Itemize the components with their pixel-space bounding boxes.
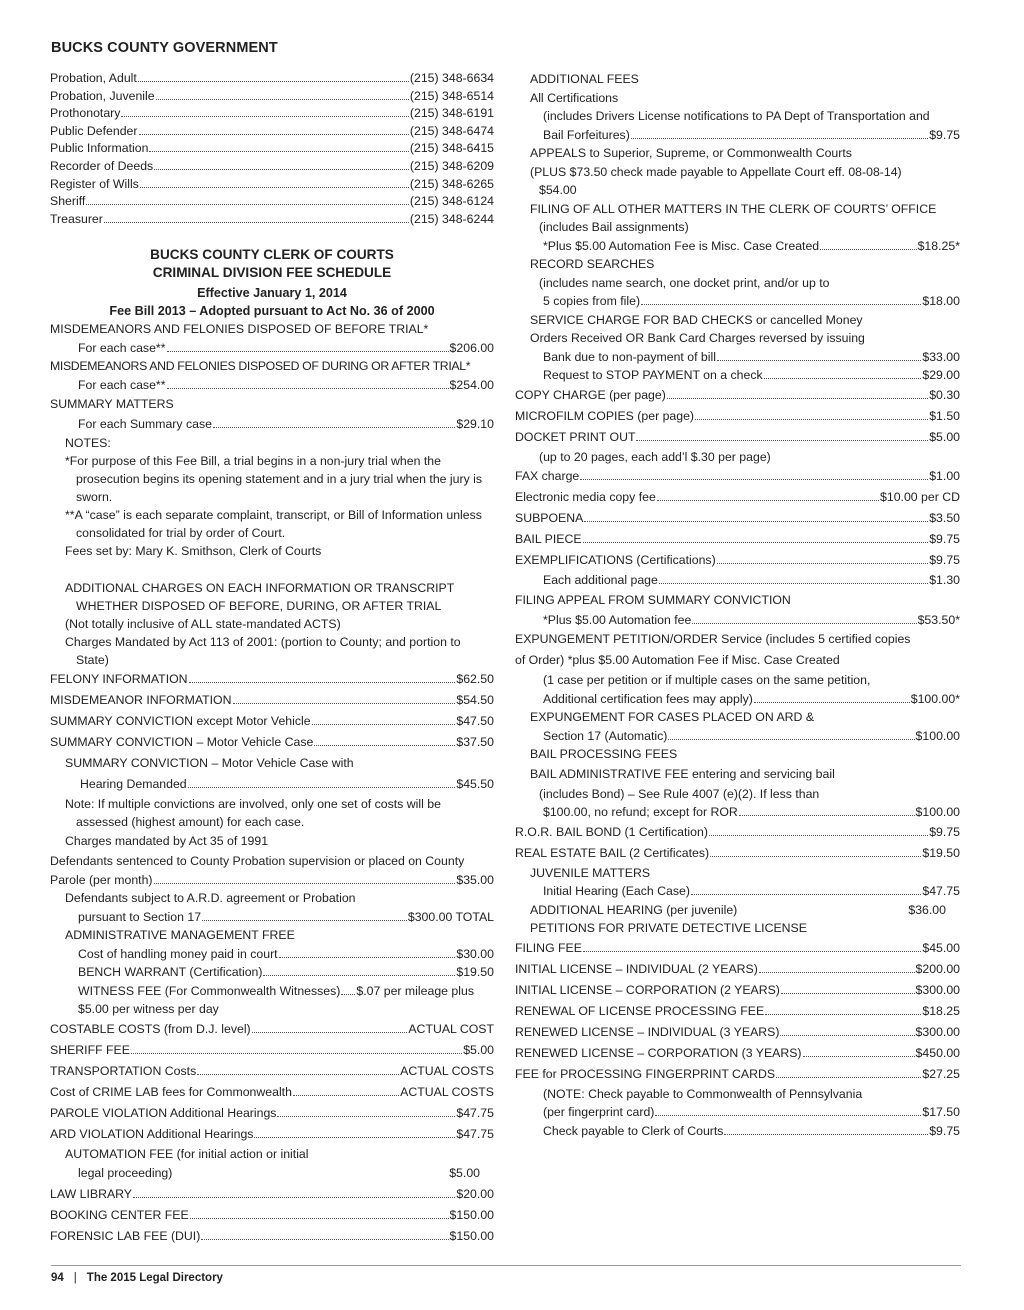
fee-row: SUMMARY CONVICTION except Motor Vehicle $47.50 (50, 714, 494, 729)
fee-row: BOOKING CENTER FEE $150.00 (50, 1208, 494, 1223)
phone-row (50, 140, 494, 158)
fee-row: REAL ESTATE BAIL (2 Certificates) $19.50 (515, 845, 960, 860)
schedule-title-2: CRIMINAL DIVISION FEE SCHEDULE (152, 265, 392, 281)
leader-dots (86, 204, 409, 205)
defendants-sentenced: Defendants sentenced to County Probation supervision or placed on County (50, 854, 465, 869)
leader-dots (149, 151, 408, 152)
left-column (50, 70, 494, 1247)
phone-number: (215) 348-6124 (409, 194, 494, 209)
charges-act-113: Charges Mandated by Act 113 of 2001: (portion to County; and portion to State) (65, 635, 461, 668)
fee-row: Bail Forfeitures) $9.75 (543, 127, 960, 142)
summary-mv-with: SUMMARY CONVICTION – Motor Vehicle Case with (65, 756, 354, 771)
phone-number: (215) 348-6209 (409, 158, 494, 173)
automation-1: AUTOMATION FEE (for initial action or initial (65, 1146, 309, 1161)
notes-heading: NOTES: (65, 435, 111, 450)
fee-row: TRANSPORTATION Costs ACTUAL COSTS (50, 1063, 494, 1078)
appeals: APPEALS to Superior, Supreme, or Commonwealth Courts (530, 146, 852, 160)
fee-bill: Fee Bill 2013 – Adopted pursuant to Act No. 36 of 2000 (109, 304, 435, 319)
summary-matters: SUMMARY MATTERS (50, 397, 174, 412)
up-to-20: (up to 20 pages, each add’l $.30 per page) (539, 449, 771, 464)
phone-row (50, 193, 494, 211)
expungement-ard: EXPUNGEMENT FOR CASES PLACED ON ARD & (530, 710, 815, 724)
phone-label: Register of Wills (50, 176, 139, 191)
filing-appeal: FILING APPEAL FROM SUMMARY CONVICTION (515, 592, 791, 607)
fee-row: ARD VIOLATION Additional Hearings $47.75 (50, 1126, 494, 1141)
note-2: **A “case” is each separate complaint, transcript, or Bill of Information unless consolidated for trial by order of Court. (65, 508, 482, 541)
phone-number: (215) 348-6474 (409, 123, 494, 138)
all-certifications: All Certifications (530, 90, 619, 105)
phone-label: Recorder of Deeds (50, 158, 154, 173)
phone-row (50, 70, 494, 88)
fee-row: Each additional page $1.30 (543, 573, 960, 587)
page-title: BUCKS COUNTY GOVERNMENT (51, 40, 278, 56)
phone-row (50, 105, 494, 123)
fee-row: (per fingerprint card) $17.50 (543, 1105, 960, 1119)
right-column (515, 70, 960, 1140)
phone-row (50, 158, 494, 176)
fee-row: MISDEMEANOR INFORMATION $54.50 (50, 693, 494, 708)
fee-row: Parole (per month) $35.00 (50, 872, 494, 887)
additional-charges: ADDITIONAL CHARGES ON EACH INFORMATION OR TRANSCRIPT WHETHER DISPOSED OF BEFORE, DURING, OR AFTER TRIAL (65, 580, 454, 613)
note-multiple: Note: If multiple convictions are involved, only one set of costs will be assessed (highest amount) for each case. (65, 797, 441, 830)
plus-7350: (PLUS $73.50 check made payable to Appellate Court eff. 08-08-14) (530, 164, 902, 179)
footer-divider (51, 1265, 961, 1266)
note-check: (NOTE: Check payable to Commonwealth of Pennsylvania (543, 1086, 863, 1101)
fee-row: Cost of CRIME LAB fees for Commonwealth ACTUAL COSTS (50, 1084, 494, 1099)
fee-row: R.O.R. BAIL BOND (1 Certification) $9.75 (515, 824, 960, 839)
fee-row: LAW LIBRARY $20.00 (50, 1187, 494, 1202)
phone-number: (215) 348-6244 (409, 211, 494, 226)
fee-row: FAX charge $1.00 (515, 469, 960, 483)
fee-row: BENCH WARRANT (Certification) $19.50 (78, 965, 494, 980)
fee-row: INITIAL LICENSE – CORPORATION (2 YEARS) $300.00 (515, 982, 960, 997)
fee-row: legal proceeding) $5.00 (78, 1166, 480, 1181)
bail-admin: BAIL ADMINISTRATIVE FEE entering and servicing bail (530, 766, 835, 781)
publication-title: The 2015 Legal Directory (86, 1272, 223, 1284)
leader-dots (121, 116, 408, 117)
fee-row: Check payable to Clerk of Courts $9.75 (543, 1123, 960, 1138)
leader-dots (156, 99, 409, 100)
misd-before: MISDEMEANORS AND FELONIES DISPOSED OF BEFORE TRIAL* (50, 322, 429, 337)
phone-label: Prothonotary (50, 106, 121, 121)
phone-number: (215) 348-6415 (409, 141, 494, 156)
fee-row: Hearing Demanded $45.50 (80, 777, 494, 792)
fee-row: pursuant to Section 17 $300.00 TOTAL (78, 909, 494, 924)
phone-label: Sheriff (50, 194, 86, 209)
phone-row (50, 176, 494, 194)
admin-mgmt: ADMINISTRATIVE MANAGEMENT FREE (65, 928, 295, 943)
record-searches: RECORD SEARCHES (530, 257, 655, 271)
fee-row: INITIAL LICENSE – INDIVIDUAL (2 YEARS) $200.00 (515, 961, 960, 976)
fee-row: PAROLE VIOLATION Additional Hearings $47.75 (50, 1105, 494, 1120)
fee-row: RENEWED LICENSE – CORPORATION (3 YEARS) $450.00 (515, 1045, 960, 1060)
fee-row: FELONY INFORMATION $62.50 (50, 672, 494, 687)
fee-row: *Plus $5.00 Automation Fee is Misc. Case Created $18.25* (543, 238, 960, 253)
fee-row: Section 17 (Automatic) $100.00 (543, 728, 960, 743)
effective-date: Effective January 1, 2014 (197, 286, 347, 301)
fee-row: Request to STOP PAYMENT on a check $29.00 (543, 368, 960, 382)
ard-subject: Defendants subject to A.R.D. agreement or Probation (65, 891, 356, 906)
fee-row: ADDITIONAL HEARING (per juvenile) $36.00 (530, 902, 946, 917)
phone-number: (215) 348-6265 (409, 176, 494, 191)
phone-list (50, 70, 494, 228)
not-totally: (Not totally inclusive of ALL state-mandated ACTS) (65, 616, 341, 631)
fee-row: Initial Hearing (Each Case) $47.75 (543, 884, 960, 898)
fees-set-by: Fees set by: Mary K. Smithson, Clerk of Courts (65, 544, 322, 559)
leader-dots (104, 222, 409, 223)
juvenile-matters: JUVENILE MATTERS (530, 865, 651, 880)
fee-row: Bank due to non-payment of bill $33.00 (543, 349, 960, 364)
fee-row: WITNESS FEE (For Commonwealth Witnesses) $.07 per mileage plus (78, 983, 474, 998)
fee-row: For each case** $206.00 (78, 340, 494, 355)
phone-number: (215) 348-6634 (409, 71, 494, 85)
schedule-title-1: BUCKS COUNTY CLERK OF COURTS (150, 247, 394, 263)
petitions: PETITIONS FOR PRIVATE DETECTIVE LICENSE (530, 921, 807, 935)
fee-row: SUBPOENA $3.50 (515, 511, 960, 525)
footer-separator: | (73, 1272, 77, 1284)
fee-row: RENEWED LICENSE – INDIVIDUAL (3 YEARS) $300.00 (515, 1024, 960, 1039)
page-number: 94 (51, 1272, 64, 1284)
fee-row: SUMMARY CONVICTION – Motor Vehicle Case $37.50 (50, 735, 494, 750)
fee-row: *Plus $5.00 Automation fee $53.50* (543, 612, 960, 627)
fee-row: Additional certification fees may apply) $100.00* (543, 691, 960, 706)
fee-row: MICROFILM COPIES (per page) $1.50 (515, 408, 960, 423)
fee-row: For each case** $254.00 (78, 377, 494, 392)
includes-bond: (includes Bond) – See Rule 4007 (e)(2). If less than (539, 786, 820, 801)
fee-row: FILING FEE $45.00 (515, 940, 960, 955)
service-charge: SERVICE CHARGE FOR BAD CHECKS or cancelled Money (530, 312, 863, 327)
phone-row (50, 211, 494, 229)
fee-row: FEE for PROCESSING FINGERPRINT CARDS $27.25 (515, 1066, 960, 1081)
note-1: *For purpose of this Fee Bill, a trial begins in a non-jury trial when the prosecution begins its opening statement and in a jury trial when the jury is sworn. (65, 454, 483, 505)
phone-row (50, 88, 494, 106)
phone-row (50, 123, 494, 141)
phone-label: Public Information (50, 141, 149, 156)
filing-other: FILING OF ALL OTHER MATTERS IN THE CLERK OF COURTS’ OFFICE (530, 201, 937, 216)
leader-dots (140, 187, 409, 188)
fee-row: BAIL PIECE $9.75 (515, 532, 960, 546)
one-case: (1 case per petition or if multiple cases on the same petition, (543, 673, 871, 687)
charges-act-35: Charges mandated by Act 35 of 1991 (65, 834, 269, 849)
leader-dots (138, 81, 409, 82)
misd-after: MISDEMEANORS AND FELONIES DISPOSED OF DURING OR AFTER TRIAL* (50, 359, 471, 374)
witness-per-day: $5.00 per witness per day (78, 1002, 219, 1017)
fee-row: 5 copies from file) $18.00 (543, 294, 960, 308)
expungement: EXPUNGEMENT PETITION/ORDER Service (includes 5 certified copies (515, 632, 911, 646)
fee-row: SHERIFF FEE $5.00 (50, 1042, 494, 1057)
of-order: of Order) *plus $5.00 Automation Fee if Misc. Case Created (515, 653, 840, 667)
fee-row: Electronic media copy fee $10.00 per CD (515, 490, 960, 504)
fee-row: RENEWAL OF LICENSE PROCESSING FEE $18.25 (515, 1003, 960, 1018)
fee-row: FORENSIC LAB FEE (DUI) $150.00 (50, 1229, 494, 1244)
phone-label: Public Defender (50, 123, 138, 138)
fifty-four: $54.00 (539, 183, 577, 197)
phone-label: Treasurer (50, 211, 103, 226)
fee-row: EXEMPLIFICATIONS (Certifications) $9.75 (515, 553, 960, 567)
bail-processing: BAIL PROCESSING FEES (530, 747, 678, 761)
phone-number: (215) 348-6191 (409, 106, 494, 121)
fee-row: Cost of handling money paid in court $30.00 (78, 946, 494, 961)
fee-row: COSTABLE COSTS (from D.J. level) ACTUAL COST (50, 1021, 494, 1036)
phone-label: Probation, Adult (50, 71, 137, 85)
phone-label: Probation, Juvenile (50, 88, 155, 103)
fee-row: $100.00, no refund; except for ROR $100.00 (543, 805, 960, 819)
orders-received: Orders Received OR Bank Card Charges reversed by issuing (530, 331, 865, 345)
fee-row: COPY CHARGE (per page) $0.30 (515, 387, 960, 402)
fee-row: For each Summary case $29.10 (78, 417, 494, 432)
includes-bail: (includes Bail assignments) (539, 220, 689, 234)
fee-row: DOCKET PRINT OUT $5.00 (515, 429, 960, 444)
leader-dots (139, 134, 409, 135)
additional-fees: ADDITIONAL FEES (530, 72, 639, 86)
leader-dots (154, 169, 409, 170)
includes-drivers: (includes Drivers License notifications to PA Dept of Transportation and (543, 109, 930, 123)
page-footer (51, 1272, 223, 1284)
phone-number: (215) 348-6514 (409, 88, 494, 103)
includes-name: (includes name search, one docket print, and/or up to (539, 275, 830, 290)
